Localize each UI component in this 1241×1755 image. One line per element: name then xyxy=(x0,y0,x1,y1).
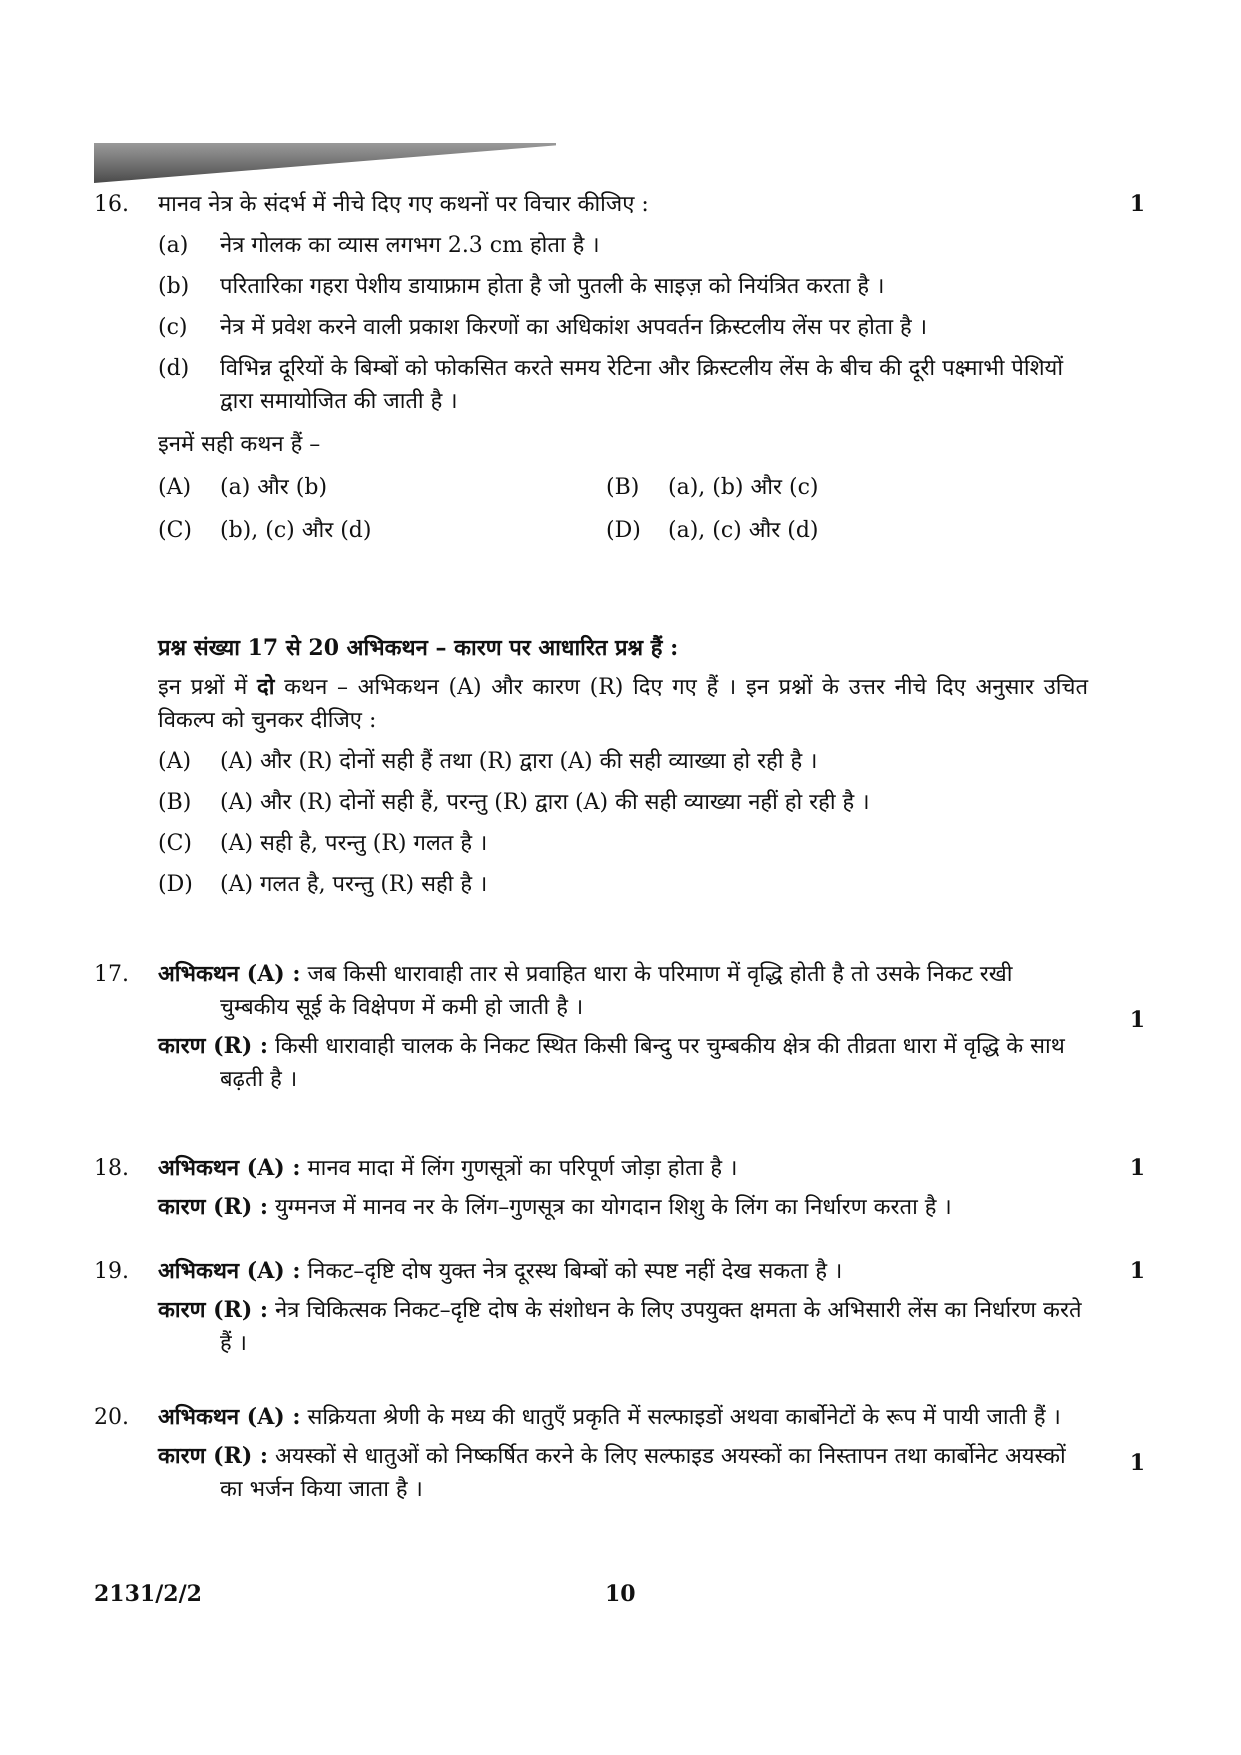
paper-code: 2131/2/2 xyxy=(94,1581,202,1607)
assertion-reason-intro xyxy=(94,632,1141,901)
question-number: 18. xyxy=(94,1156,129,1181)
reason: कारण (R) : अयस्कों से धातुओं को निष्कर्षित करने के लिए सल्फाइड अयस्कों का निस्तापन तथा कार्बोनेट अयस्कों का भर्जन किया जाता है । xyxy=(158,1443,1066,1502)
ar-option-b: (B) (A) और (R) दोनों सही हैं, परन्तु (R) द्वारा (A) की सही व्याख्या नहीं हो रही है । xyxy=(158,790,870,815)
question-number: 20. xyxy=(94,1405,129,1430)
assertion: अभिकथन (A) : जब किसी धारावाही तार से प्रवाहित धारा के परिमाण में वृद्धि होती है तो उसके निकट रखी चुम्बकीय सूई के विक्षेपण में कमी हो जाती है । xyxy=(158,961,1013,1020)
answer-choices xyxy=(158,471,1088,547)
choice-b: (B) (a), (b) और (c) xyxy=(606,475,819,500)
assertion: अभिकथन (A) : निकट–दृष्टि दोष युक्त नेत्र दूरस्थ बिम्बों को स्पष्ट नहीं देख सकता है । xyxy=(158,1258,843,1284)
reason: कारण (R) : युग्मनज में मानव नर के लिंग–गुणसूत्र का योगदान शिशु के लिंग का निर्धारण करता है । xyxy=(158,1194,952,1220)
marks: 1 xyxy=(1129,191,1145,217)
section-heading: प्रश्न संख्या 17 से 20 अभिकथन – कारण पर आधारित प्रश्न हैं : xyxy=(158,635,679,661)
question-number: 19. xyxy=(94,1259,129,1284)
page-number: 10 xyxy=(605,1581,636,1607)
question-19 xyxy=(94,1255,1145,1360)
choice-a: (A) (a) और (b) xyxy=(158,475,328,500)
header-banner xyxy=(94,143,556,183)
assertion: अभिकथन (A) : सक्रियता श्रेणी के मध्य की धातुएँ प्रकृति में सल्फाइडों अथवा कार्बोनेटों के रूप में पायी जाती हैं । xyxy=(158,1404,1061,1430)
ar-option-d: (D) (A) गलत है, परन्तु (R) सही है । xyxy=(158,872,488,897)
marks: 1 xyxy=(1129,1007,1145,1033)
marks: 1 xyxy=(1129,1258,1145,1284)
question-text: मानव नेत्र के संदर्भ में नीचे दिए गए कथनों पर विचार कीजिए : xyxy=(158,192,649,217)
statement-a: (a) नेत्र गोलक का व्यास लगभग 2.3 cm होता है । xyxy=(158,233,600,258)
question-20 xyxy=(94,1401,1145,1506)
marks: 1 xyxy=(1129,1450,1145,1476)
question-number: 17. xyxy=(94,962,129,987)
statement-d: (d) विभिन्न दूरियों के बिम्बों को फोकसित करते समय रेटिना और क्रिस्टलीय लेंस के बीच की दूरी पक्ष्माभी पेशियों द्वारा समायोजित की जाती है । xyxy=(158,356,1064,414)
choice-c: (C) (b), (c) और (d) xyxy=(158,518,372,543)
instructions: इन प्रश्नों में दो कथन – अभिकथन (A) और कारण (R) दिए गए हैं । इन प्रश्नों के उत्तर नीचे दिए अनुसार उचित विकल्प को चुनकर दीजिए : xyxy=(158,674,1088,733)
reason: कारण (R) : नेत्र चिकित्सक निकट–दृष्टि दोष के संशोधन के लिए उपयुक्त क्षमता के अभिसारी लेंस का निर्धारण करते हैं । xyxy=(158,1297,1082,1356)
question-number: 16. xyxy=(94,192,129,217)
question-17 xyxy=(94,958,1145,1096)
marks: 1 xyxy=(1129,1155,1145,1181)
ar-option-c: (C) (A) सही है, परन्तु (R) गलत है । xyxy=(158,831,488,856)
question-16 xyxy=(94,188,1145,547)
question-18 xyxy=(94,1152,1145,1224)
assertion: अभिकथन (A) : मानव मादा में लिंग गुणसूत्रों का परिपूर्ण जोड़ा होता है । xyxy=(158,1155,738,1181)
choice-d: (D) (a), (c) और (d) xyxy=(606,518,819,543)
statement-c: (c) नेत्र में प्रवेश करने वाली प्रकाश किरणों का अधिकांश अपवर्तन क्रिस्टलीय लेंस पर होता है । xyxy=(158,315,928,340)
reason: कारण (R) : किसी धारावाही चालक के निकट स्थित किसी बिन्दु पर चुम्बकीय क्षेत्र की तीव्रता धारा में वृद्धि के साथ बढ़ती है । xyxy=(158,1033,1065,1092)
ar-option-a: (A) (A) और (R) दोनों सही हैं तथा (R) द्वारा (A) की सही व्याख्या हो रही है । xyxy=(158,749,818,774)
choices-prompt: इनमें सही कथन हैं – xyxy=(158,432,321,457)
statement-b: (b) परितारिका गहरा पेशीय डायाफ्राम होता है जो पुतली के साइज़ को नियंत्रित करता है । xyxy=(158,274,885,299)
